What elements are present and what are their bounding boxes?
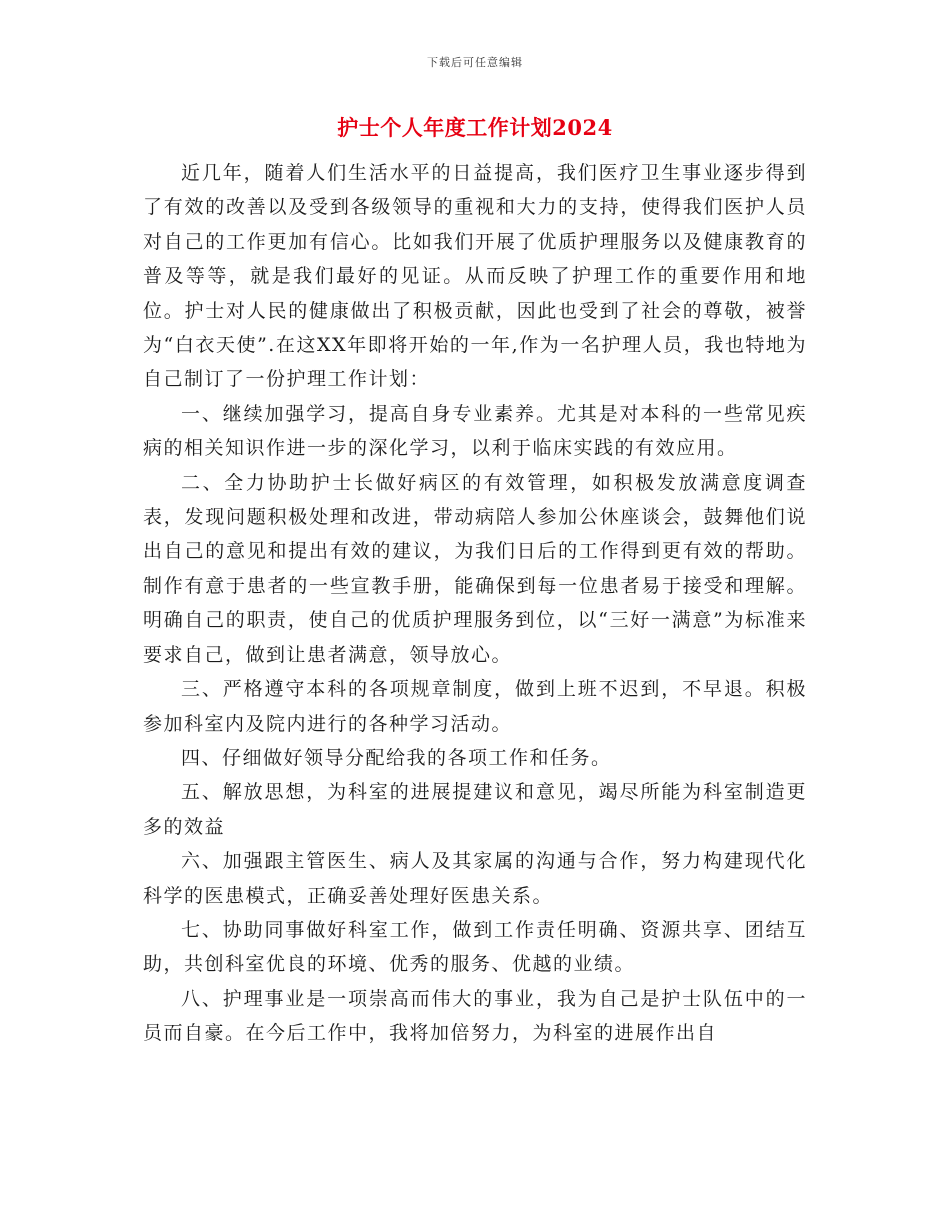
- document-body: [143, 156, 807, 1051]
- document-title: 护士个人年度工作计划2024: [337, 115, 613, 140]
- paragraph-item-4: 四、仔细做好领导分配给我的各项工作和任务。: [181, 746, 612, 769]
- paragraph-item-8: 八、护理事业是一项崇高而伟大的事业，我为自己是护士队伍中的一员而自豪。在今后工作中，我将加倍努力，为科室的进展作出自: [143, 987, 807, 1045]
- paragraph-item-7: 七、协助同事做好科室工作，做到工作责任明确、资源共享、团结互助，共创科室优良的环境、优秀的服务、优越的业绩。: [143, 918, 807, 976]
- paragraph-item-5: 五、解放思想，为科室的进展提建议和意见，竭尽所能为科室制造更多的效益: [143, 781, 807, 838]
- header-note: 下载后可任意编辑: [427, 56, 523, 69]
- paragraph-intro: 近几年，随着人们生活水平的日益提高，我们医疗卫生事业逐步得到了有效的改善以及受到各级领导的重视和大力的支持，使得我们医护人员对自己的工作更加有信心。比如我们开展了优质护理服务以及健康教育的普及等等，就是我们最好的见证。从而反映了护理工作的重要作用和地位。护士对人民的健康做出了积极贡献，因此也受到了社会的尊敬，被誉为“白衣天使”.在这XX年即将开始的一年,作为一名护理人员，我也特地为自己制订了一份护理工作计划：: [143, 162, 807, 391]
- paragraph-item-1: 一、继续加强学习，提高自身专业素养。尤其是对本科的一些常见疾病的相关知识作进一步的深化学习，以利于临床实践的有效应用。: [143, 402, 807, 460]
- paragraph-item-2: 二、全力协助护士长做好病区的有效管理，如积极发放满意度调查表，发现问题积极处理和改进，带动病陪人参加公休座谈会，鼓舞他们说出自己的意见和提出有效的建议，为我们日后的工作得到更有效的帮助。制作有意于患者的一些宣教手册，能确保到每一位患者易于接受和理解。明确自己的职责，使自己的优质护理服务到位，以“三好一满意”为标准来要求自己，做到让患者满意，领导放心。: [143, 471, 807, 666]
- paragraph-item-6: 六、加强跟主管医生、病人及其家属的沟通与合作，努力构建现代化科学的医患模式，正确妥善处理好医患关系。: [143, 850, 807, 907]
- paragraph-item-3: 三、严格遵守本科的各项规章制度，做到上班不迟到，不早退。积极参加科室内及院内进行的各种学习活动。: [143, 678, 807, 735]
